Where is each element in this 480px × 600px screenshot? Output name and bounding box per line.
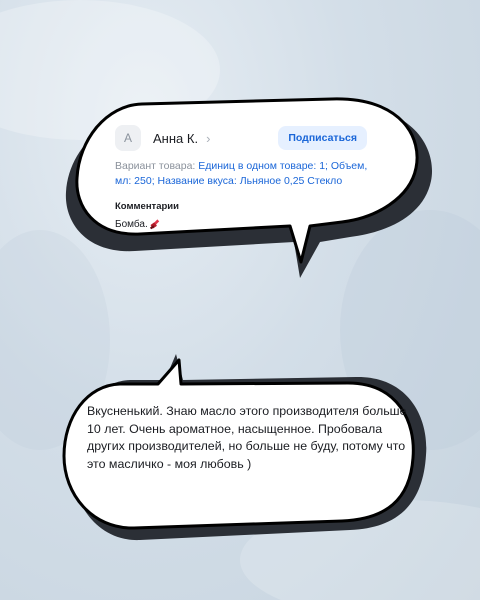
- review-body-text: Вкусненький. Знаю масло этого производителя больше 10 лет. Очень ароматное, насыщенное. Пробовала других производителей, но больше не буду, потому что это масличко - моя любовь ): [87, 404, 407, 471]
- lipstick-icon: [149, 218, 161, 230]
- variant-label: Вариант товара:: [115, 160, 196, 172]
- avatar[interactable]: А: [115, 125, 141, 151]
- author-name[interactable]: Анна К.: [153, 130, 199, 146]
- product-variant: [113, 159, 375, 189]
- review-card: [113, 124, 375, 230]
- comment-text: Бомба.: [115, 218, 148, 230]
- comments-heading: Комментарии: [115, 201, 179, 212]
- author-row: [113, 124, 375, 152]
- comment: [113, 218, 375, 230]
- subscribe-button[interactable]: Подписаться: [278, 126, 367, 150]
- chevron-right-icon[interactable]: ›: [206, 130, 211, 146]
- variant-value[interactable]: Единиц в одном товаре: 1; Объем, мл: 250; Название вкуса: Льняное 0,25 Стекло: [115, 160, 368, 187]
